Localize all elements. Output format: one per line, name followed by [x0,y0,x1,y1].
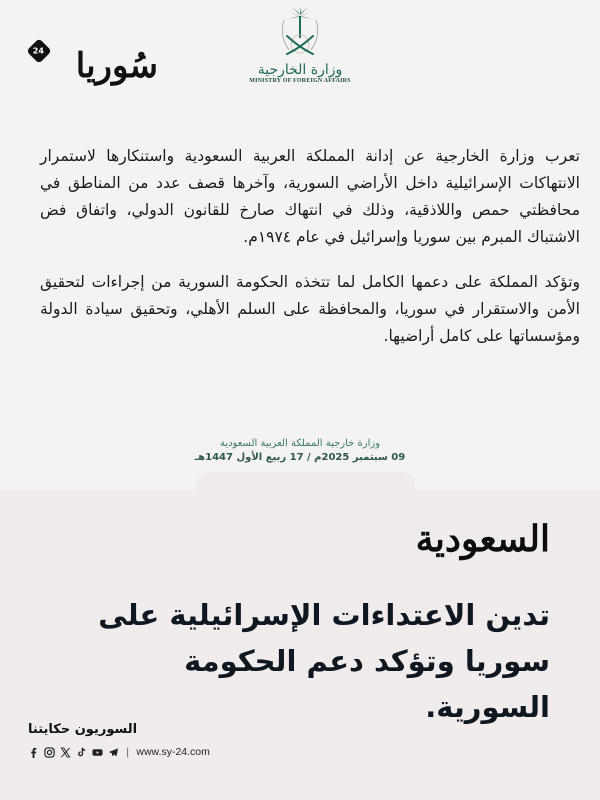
instagram-icon[interactable] [44,747,55,758]
footer-social-row [28,746,210,758]
ministry-name-arabic: وزارة الخارجية [257,62,343,78]
signature-date: 09 سبتمبر 2025م / 17 ربيع الأول 1447هـ [194,452,406,463]
brand-logo [28,42,158,102]
facebook-icon[interactable] [28,747,39,758]
signature-ministry: وزارة خارجية المملكة العربية السعودية [219,438,381,449]
statement-paragraph-1: تعرب وزارة الخارجية عن إدانة المملكة العربية السعودية واستنكارها لاستمرار الانتهاكات الإسرائيلية داخل الأراضي السورية، وآخرها قصف عدد من المناطق في محافظتي حمص واللاذقية، وذلك في انتهاك صارخ للقانون الدولي، واتفاق فض الاشتباك المبرم بين سوريا وإسرائيل في عام ١٩٧٤م. [40,147,580,246]
statement-paragraph-2: وتؤكد المملكة على دعمها الكامل لما تتخذه الحكومة السورية من إجراءات لتحقيق الأمن والاستقرار في سوريا، والمحافظة على السلم الأهلي، وتحقيق سيادة الدولة ومؤسساتها على كامل أراضيها. [40,273,580,345]
youtube-icon[interactable] [92,747,103,758]
ministry-header [248,6,352,96]
footer-slogan: السوريون حكايتنا [28,722,138,737]
brand-name: سُوريا [75,46,158,86]
tab-notch-decoration [195,472,415,492]
saudi-emblem-icon [275,6,325,60]
statement-body [40,143,580,368]
brand-badge-24: 24 [26,38,51,63]
website-link[interactable]: www.sy-24.com [136,746,210,758]
statement-signature [190,437,410,465]
headline-country: السعودية [415,518,550,560]
footer-separator: | [126,746,130,758]
tiktok-icon[interactable] [76,747,87,758]
ministry-name-english: MINISTRY OF FOREIGN AFFAIRS [249,78,351,84]
x-icon[interactable] [60,747,71,758]
headline-text: تدين الاعتداءات الإسرائيلية على سوريا وتؤكد دعم الحكومة السورية. [98,598,550,724]
telegram-icon[interactable] [108,747,119,758]
